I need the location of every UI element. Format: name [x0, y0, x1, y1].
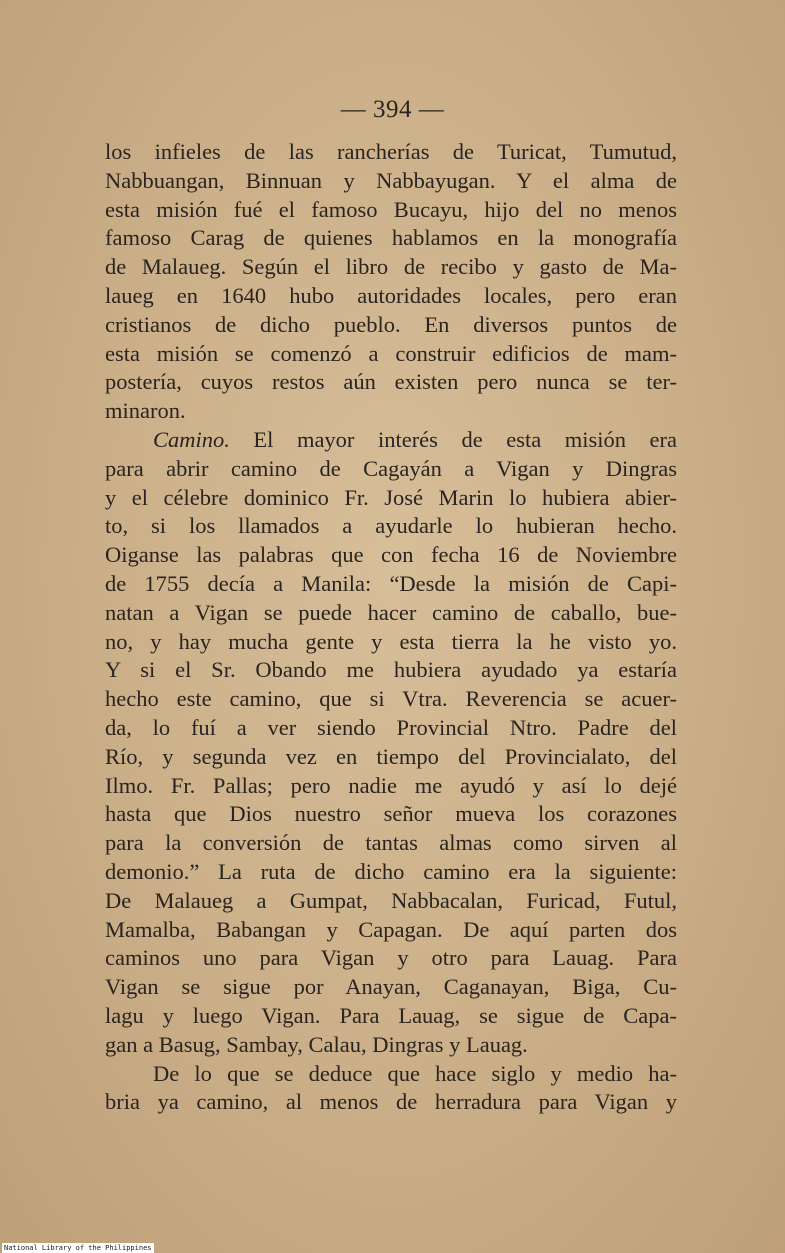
- text-line: postería, cuyos restos aún existen pero nunca se ter-: [105, 369, 677, 395]
- text-line: Mamalba, Babangan y Capagan. De aquí parten dos: [105, 916, 677, 942]
- text-line: de 1755 decía a Manila: “Desde la misión de Capi-: [105, 570, 677, 596]
- text-line: De lo que se deduce que hace siglo y medio ha-: [153, 1060, 677, 1086]
- text-line: demonio.” La ruta de dicho camino era la siguiente:: [105, 858, 677, 884]
- text-line: para la conversión de tantas almas como sirven al: [105, 830, 677, 856]
- text-line: to, si los llamados a ayudarle lo hubieran hecho.: [105, 513, 677, 539]
- text-line: hecho este camino, que si Vtra. Reverencia se acuer-: [105, 686, 677, 712]
- text-line: hasta que Dios nuestro señor mueva los corazones: [105, 801, 677, 827]
- text-line: caminos uno para Vigan y otro para Lauag. Para: [105, 945, 677, 971]
- text-line: laueg en 1640 hubo autoridades locales, pero eran: [105, 282, 677, 308]
- paragraph-2: [105, 426, 677, 1060]
- text-line: de Malaueg. Según el libro de recibo y gasto de Ma-: [105, 254, 677, 280]
- text-line: y el célebre dominico Fr. José Marin lo hubiera abier-: [105, 484, 677, 510]
- text-line: gan a Basug, Sambay, Calau, Dingras y Lauag.: [105, 1031, 528, 1057]
- text-line: [105, 426, 677, 455]
- text-line: bria ya camino, al menos de herradura para Vigan y: [105, 1089, 677, 1115]
- text-line: Ilmo. Fr. Pallas; pero nadie me ayudó y así lo dejé: [105, 772, 677, 798]
- page-number: — 394 —: [340, 96, 445, 123]
- text-line: Nabbuangan, Binnuan y Nabbayugan. Y el alma de: [105, 167, 677, 193]
- paragraph-1: [105, 138, 677, 426]
- library-footer: National Library of the Philippines: [4, 1244, 152, 1252]
- text-line: esta misión se comenzó a construir edificios de mam-: [105, 340, 677, 366]
- text-line: De Malaueg a Gumpat, Nabbacalan, Furicad, Futul,: [105, 887, 677, 913]
- text-line: lagu y luego Vigan. Para Lauag, se sigue de Capa-: [105, 1002, 677, 1028]
- text-line: famoso Carag de quienes hablamos en la monografía: [105, 225, 677, 251]
- text-line: minaron.: [105, 398, 186, 424]
- text-line: no, y hay mucha gente y esta tierra la he visto yo.: [105, 628, 677, 654]
- text-line: cristianos de dicho pueblo. En diversos puntos de: [105, 311, 677, 337]
- section-heading: Camino.: [153, 426, 230, 452]
- body-text: [105, 138, 677, 1117]
- paragraph-3: [105, 1060, 677, 1118]
- text-line: natan a Vigan se puede hacer camino de caballo, bue-: [105, 599, 677, 625]
- text-line: Río, y segunda vez en tiempo del Provincialato, del: [105, 743, 677, 769]
- text-line: para abrir camino de Cagayán a Vigan y Dingras: [105, 455, 677, 481]
- text-line: esta misión fué el famoso Bucayu, hijo del no menos: [105, 196, 677, 222]
- text-line: Y si el Sr. Obando me hubiera ayudado ya estaría: [105, 657, 677, 683]
- text-line: los infieles de las rancherías de Turicat, Tumutud,: [105, 139, 677, 164]
- text-fragment: El mayor interés de esta misión era: [253, 426, 677, 452]
- text-line: da, lo fuí a ver siendo Provincial Ntro. Padre del: [105, 714, 677, 740]
- text-line: Oiganse las palabras que con fecha 16 de Noviembre: [105, 542, 677, 568]
- text-line: Vigan se sigue por Anayan, Caganayan, Biga, Cu-: [105, 974, 677, 1000]
